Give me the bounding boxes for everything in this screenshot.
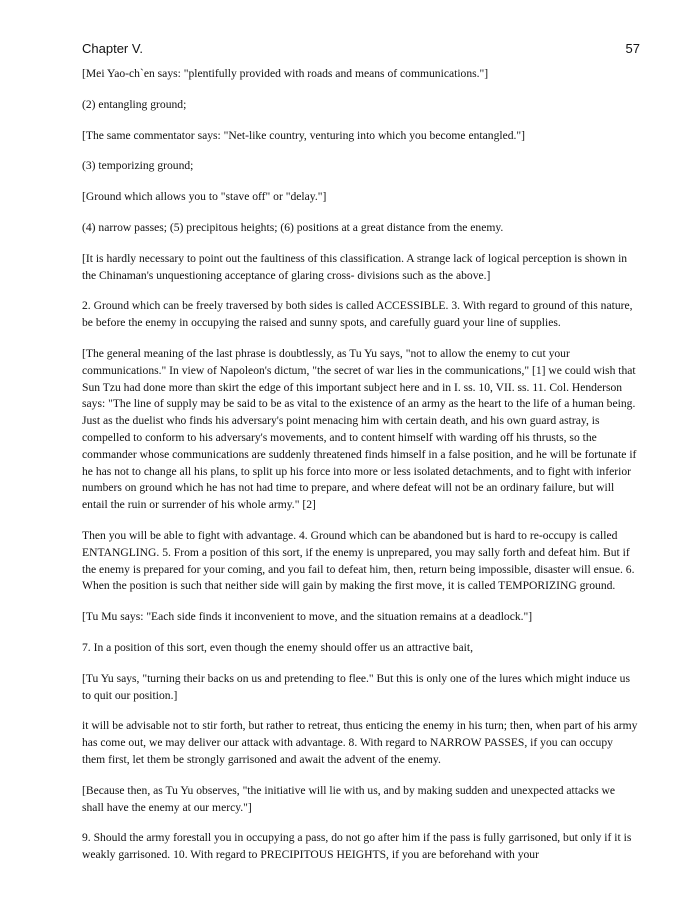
paragraph: Then you will be able to fight with advantage. 4. Ground which can be abandoned but is hard to re-occupy is called ENTANGLING. 5. From a position of this sort, if the enemy is unprepared, you may sally forth and defeat him. But if the enemy is prepared for your coming, and you fail to defeat him, then, return being impossible, disaster will ensue. 6. When the position is such that neither side will gain by making the first move, it is called TEMPORIZING ground. <box>82 528 635 593</box>
paragraph: it will be advisable not to stir forth, but rather to retreat, thus enticing the enemy in his turn; then, when part of his army has come out, we may deliver our attack with advantage. 8. With regard to NARROW PASSES, if you can occupy them first, let them be strongly garrisoned and await the advent of the enemy. <box>82 719 638 766</box>
paragraph: [Mei Yao-ch`en says: "plentifully provided with roads and means of communications."] <box>82 67 489 80</box>
page-header <box>82 41 640 61</box>
paragraph: (2) entangling ground; <box>82 97 187 111</box>
paragraph: (4) narrow passes; (5) precipitous heights; (6) positions at a great distance from the enemy. <box>82 220 504 234</box>
paragraph: [Because then, as Tu Yu observes, "the initiative will lie with us, and by making sudden and unexpected attacks we shall have the enemy at our mercy."] <box>82 783 615 814</box>
paragraph: (3) temporizing ground; <box>82 159 194 173</box>
paragraph: [Tu Mu says: "Each side finds it inconvenient to move, and the situation remains at a deadlock."] <box>82 610 533 624</box>
paragraph: [The same commentator says: "Net-like country, venturing into which you become entangled."] <box>82 128 526 142</box>
paragraph: [The general meaning of the last phrase is doubtlessly, as Tu Yu says, "not to allow the enemy to cut your communications." In view of Napoleon's dictum, "the secret of war lies in the communications," [1] we could wish that Sun Tzu had done more than skirt the edge of this important subject here and in I. ss. 10, VII. ss. 11. Col. Henderson says: "The line of supply may be said to be as vital to the existence of an army as the heart to the life of a human being. Just as the duelist who finds his adversary's point menacing him with certain death, and his own guard astray, is compelled to conform to his adversary's movements, and to content himself with warding off his thrusts, so the commander whose communications are suddenly threatened finds himself in a false position, and he will be fortunate if he has not to change all his plans, to split up his force into more or less isolated detachments, and to fight with inferior numbers on ground which he has not had time to prepare, and where defeat will not be an ordinary failure, but will entail the ruin or surrender of his whole army." [2] <box>82 346 637 512</box>
page-body <box>82 66 638 878</box>
paragraph: [Ground which allows you to "stave off" or "delay."] <box>82 190 327 204</box>
chapter-title: Chapter V. <box>82 41 143 56</box>
page-number: 57 <box>625 41 640 56</box>
paragraph: [It is hardly necessary to point out the faultiness of this classification. A strange lack of logical perception is shown in the Chinaman's unquestioning acceptance of glaring cross- divisions such as the above.] <box>82 251 628 282</box>
paragraph: 7. In a position of this sort, even though the enemy should offer us an attractive bait, <box>82 640 473 654</box>
paragraph: 9. Should the army forestall you in occupying a pass, do not go after him if the pass is fully garrisoned, but only if it is weakly garrisoned. 10. With regard to PRECIPITOUS HEIGHTS, if you are beforehand with your <box>82 831 632 862</box>
paragraph: 2. Ground which can be freely traversed by both sides is called ACCESSIBLE. 3. With regard to ground of this nature, be before the enemy in occupying the raised and sunny spots, and carefully guard your line of supplies. <box>82 299 633 330</box>
paragraph: [Tu Yu says, "turning their backs on us and pretending to flee." But this is only one of the lures which might induce us to quit our position.] <box>82 671 630 702</box>
